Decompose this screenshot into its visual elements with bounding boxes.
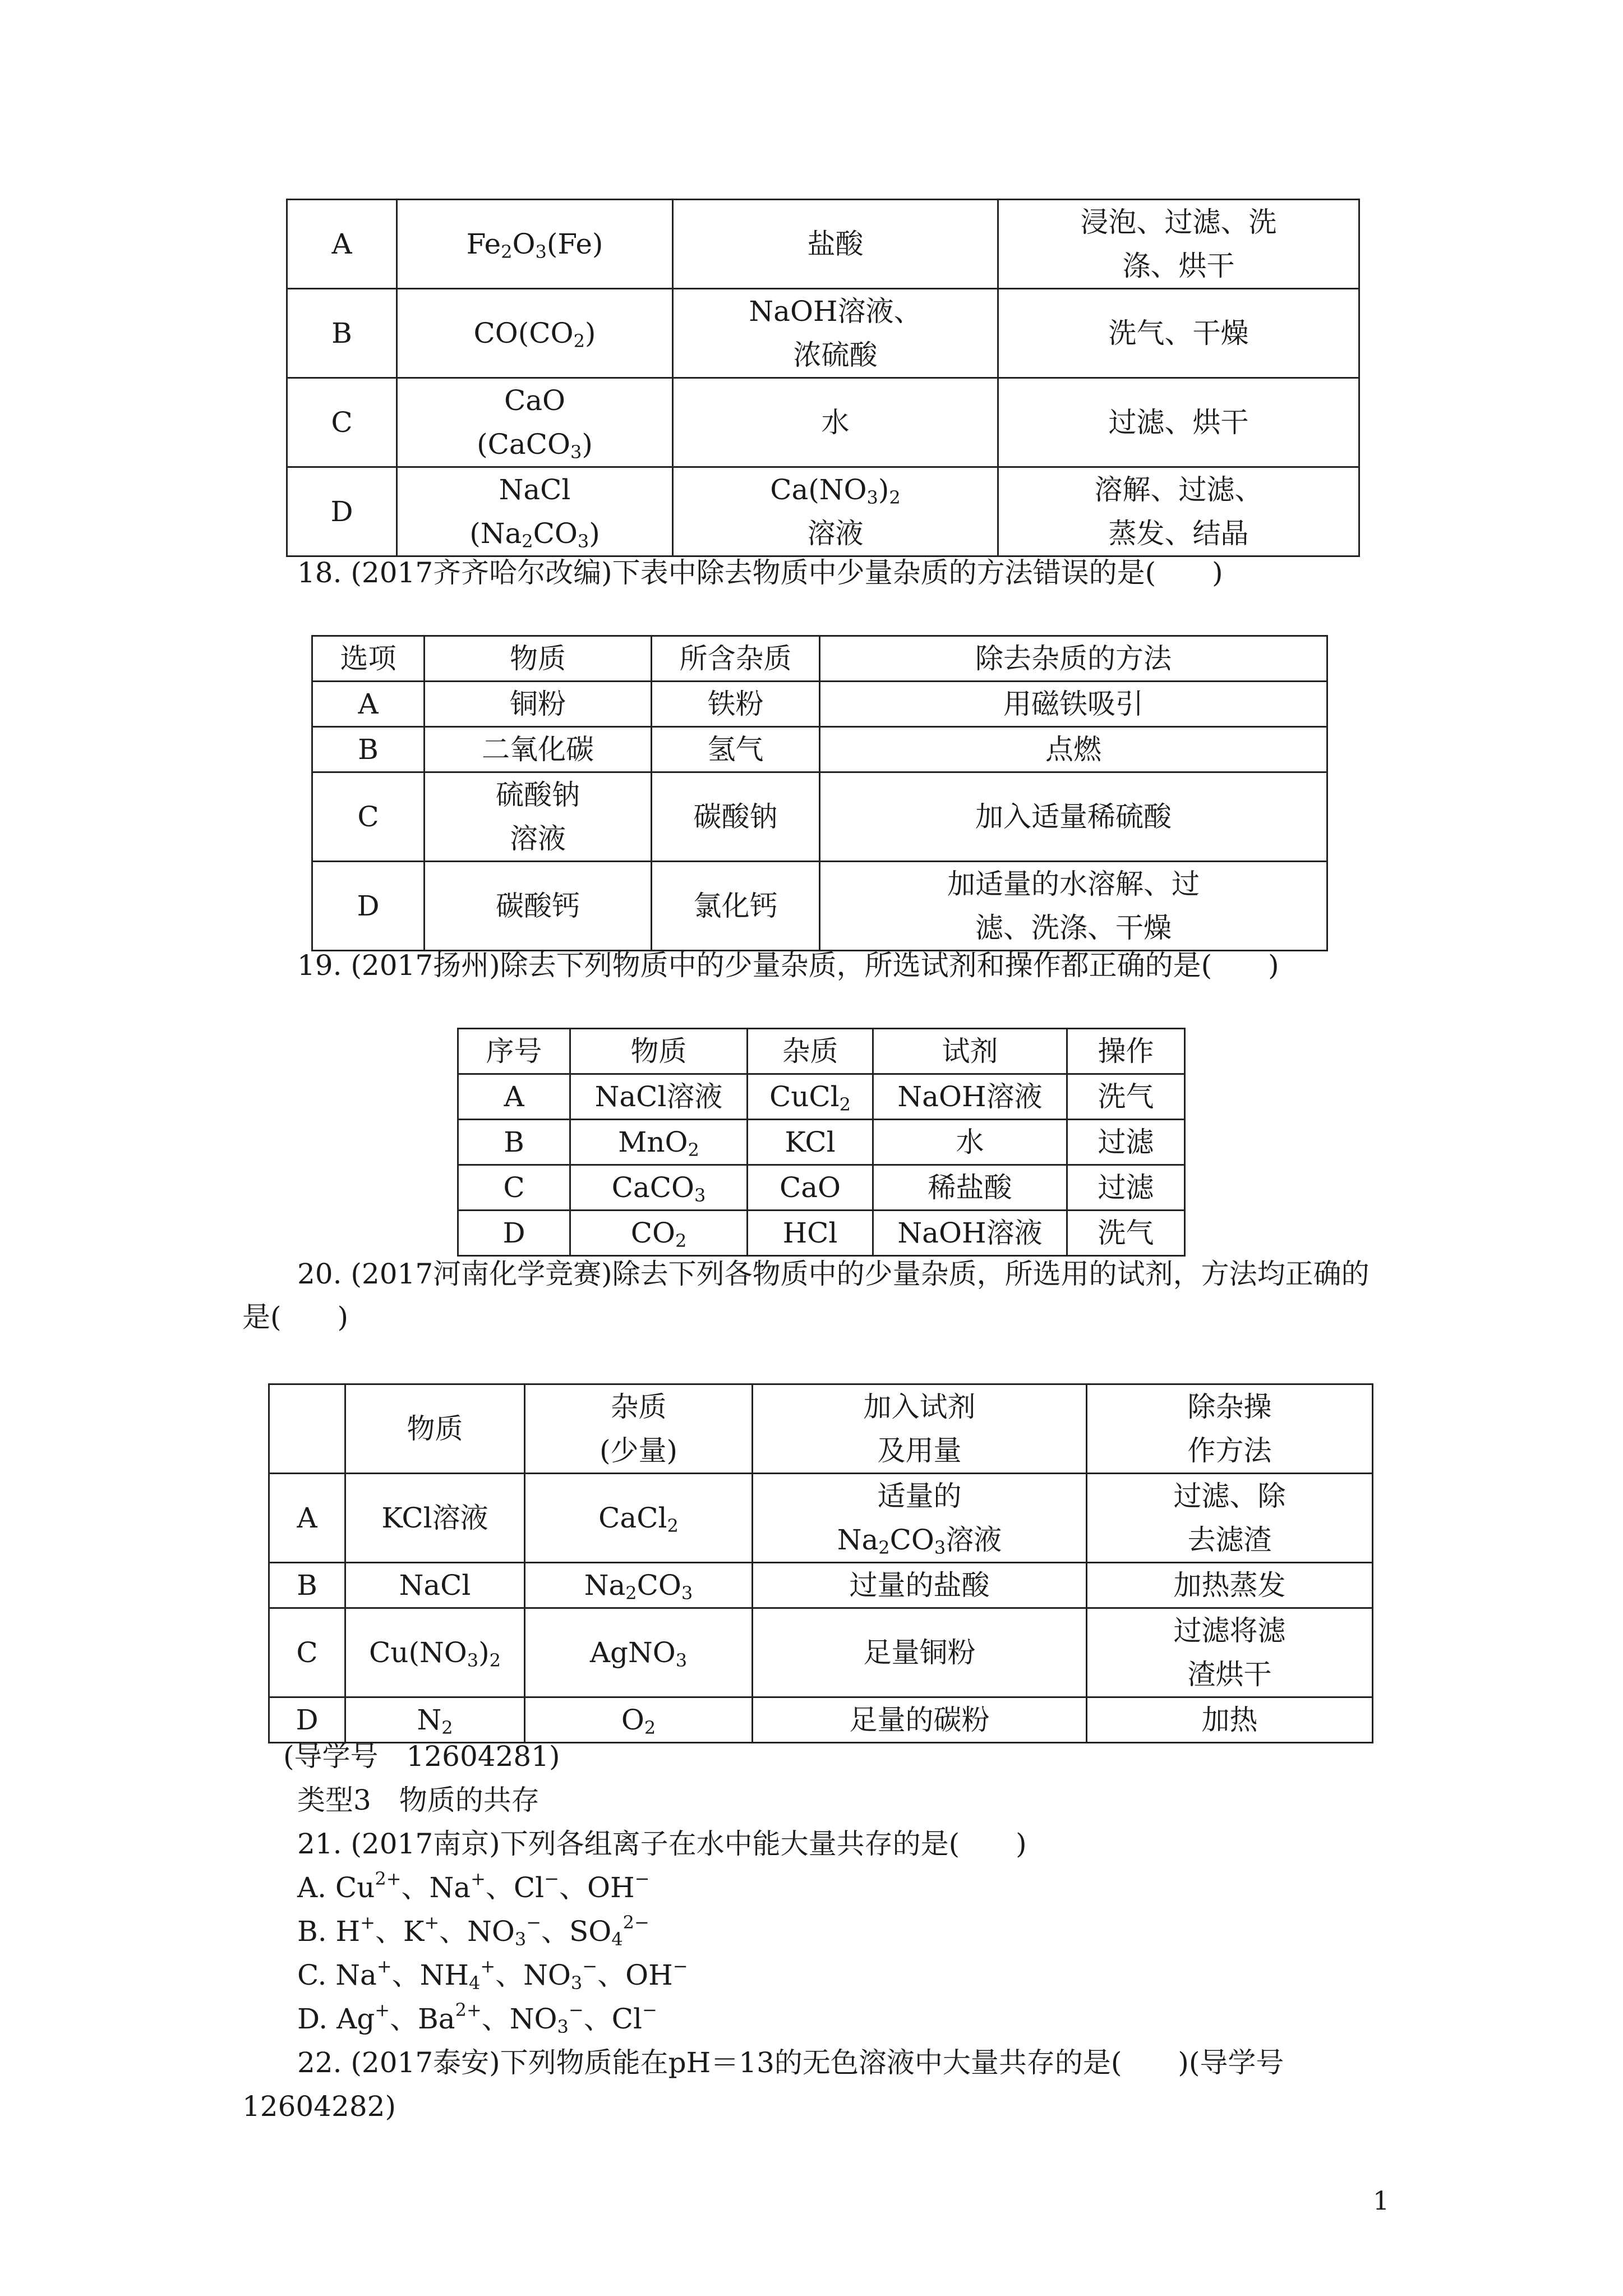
table-cell: 氯化钙	[652, 862, 820, 951]
table-cell: A	[312, 682, 425, 727]
table-row	[269, 1608, 1373, 1697]
table-cell: C	[458, 1165, 570, 1211]
table-cell: 用磁铁吸引	[820, 682, 1327, 727]
table-cell: 过滤	[1067, 1120, 1185, 1165]
table-cell: 加热	[1087, 1697, 1373, 1743]
table-row	[458, 1165, 1185, 1211]
table-cell: 二氧化碳	[425, 727, 652, 772]
column-header: 杂质 (少量)	[525, 1384, 753, 1474]
column-header: 物质	[425, 636, 652, 682]
table-cell: 碳酸钠	[652, 772, 820, 862]
table-cell: A	[287, 200, 397, 289]
table-row	[312, 682, 1327, 727]
table-row	[287, 200, 1359, 289]
table-row	[312, 772, 1327, 862]
table-row	[458, 1211, 1185, 1256]
table-cell: A	[458, 1074, 570, 1120]
column-header: 除杂操 作方法	[1087, 1384, 1373, 1474]
table-cell: HCl	[748, 1211, 873, 1256]
question-20-stem-line2: 是( )	[242, 1301, 349, 1333]
question-22-stem-line1: 22. (2017泰安)下列物质能在pH＝13的无色溶液中大量共存的是( )(导学号	[297, 2046, 1284, 2079]
section-heading: 类型3 物质的共存	[297, 1784, 540, 1816]
table-row	[312, 862, 1327, 951]
column-header: 试剂	[873, 1029, 1067, 1074]
table-cell: CaO	[748, 1165, 873, 1211]
table-row	[269, 1697, 1373, 1743]
table-cell: $CO(CO_2)$	[397, 289, 673, 378]
table-cell: D	[458, 1211, 570, 1256]
table-cell: NaOH溶液、 浓硫酸	[673, 289, 998, 378]
question-20-stem-line1: 20. (2017河南化学竞赛)除去下列各物质中的少量杂质，所选用的试剂，方法均正确的	[297, 1258, 1370, 1290]
table-cell: D	[312, 862, 425, 951]
table-cell: 过滤将滤 渣烘干	[1087, 1608, 1373, 1697]
column-header: 物质	[570, 1029, 748, 1074]
question-22-stem-line2: 12604282)	[242, 2090, 396, 2123]
table-cell: CaCO$_3$	[570, 1165, 748, 1211]
table-cell: C	[312, 772, 425, 862]
q21-option-b: B. H+、K+、$NO_3^-$、$SO_4^{2-}$	[297, 1912, 649, 1950]
column-header: 物质	[345, 1384, 525, 1474]
column-header: 所含杂质	[652, 636, 820, 682]
column-header: 选项	[312, 636, 425, 682]
table-header-row	[269, 1384, 1373, 1474]
table-cell: 洗气	[1067, 1211, 1185, 1256]
table-cell: NaCl	[345, 1563, 525, 1608]
table-row	[269, 1474, 1373, 1563]
table-cell: $CO_2$	[570, 1211, 748, 1256]
table-cell: CaO (CaCO$_3$)	[397, 378, 673, 467]
page-number: 1	[1373, 2185, 1390, 2216]
table-row	[458, 1074, 1185, 1120]
question-21-stem: 21. (2017南京)下列各组离子在水中能大量共存的是( )	[297, 1828, 1027, 1860]
question-19-stem: 19. (2017扬州)除去下列物质中的少量杂质，所选试剂和操作都正确的是( )	[297, 949, 1279, 982]
table-cell: B	[458, 1120, 570, 1165]
table-cell: 铜粉	[425, 682, 652, 727]
table-cell: B	[287, 289, 397, 378]
q21-option-c: C. Na+、$NH_4^+$、$NO_3^-$、OH−	[297, 1955, 688, 1994]
table-cell: KCl	[748, 1120, 873, 1165]
table-cell: $N_2$	[345, 1697, 525, 1743]
table-cell: AgNO$_3$	[525, 1608, 753, 1697]
table-cell: KCl溶液	[345, 1474, 525, 1563]
table-cell: 过滤、除 去滤渣	[1087, 1474, 1373, 1563]
table-cell: B	[269, 1563, 345, 1608]
table-cell: 加入适量稀硫酸	[820, 772, 1327, 862]
table-cell: 稀盐酸	[873, 1165, 1067, 1211]
table-cell: NaOH溶液	[873, 1074, 1067, 1120]
q21-option-d: D. Ag+、$Ba^{2+}$、$NO_3^-$、Cl−	[297, 1999, 657, 2037]
table-cell: A	[269, 1474, 345, 1563]
column-header: 操作	[1067, 1029, 1185, 1074]
table-cell: D	[269, 1697, 345, 1743]
table-cell: NaOH溶液	[873, 1211, 1067, 1256]
table-cell: $Fe_2O_3(Fe)$	[397, 200, 673, 289]
table-q17	[286, 199, 1360, 557]
table-q20	[268, 1383, 1373, 1743]
column-header: 除去杂质的方法	[820, 636, 1327, 682]
table-cell: $Cu(NO_3)_2$	[345, 1608, 525, 1697]
column-header: 杂质	[748, 1029, 873, 1074]
table-cell: 硫酸钠 溶液	[425, 772, 652, 862]
table-row	[287, 289, 1359, 378]
table-cell: CaCl$_2$	[525, 1474, 753, 1563]
table-cell: 加热蒸发	[1087, 1563, 1373, 1608]
table-cell: 浸泡、过滤、洗 涤、烘干	[998, 200, 1359, 289]
table-cell: 铁粉	[652, 682, 820, 727]
column-header: 加入试剂 及用量	[753, 1384, 1087, 1474]
table-cell: NaCl $(Na_2CO_3)$	[397, 467, 673, 556]
table-cell: C	[287, 378, 397, 467]
table-cell: 盐酸	[673, 200, 998, 289]
table-cell: C	[269, 1608, 345, 1697]
table-cell: 水	[873, 1120, 1067, 1165]
table-cell: B	[312, 727, 425, 772]
table-header-row	[458, 1029, 1185, 1074]
table-cell: 碳酸钙	[425, 862, 652, 951]
table-row	[269, 1563, 1373, 1608]
column-header	[269, 1384, 345, 1474]
table-cell: 洗气、干燥	[998, 289, 1359, 378]
table-cell: 足量铜粉	[753, 1608, 1087, 1697]
table-cell: 过滤	[1067, 1165, 1185, 1211]
table-cell: 点燃	[820, 727, 1327, 772]
column-header: 序号	[458, 1029, 570, 1074]
table-cell: NaCl溶液	[570, 1074, 748, 1120]
table-row	[287, 378, 1359, 467]
table-cell: 加适量的水溶解、过 滤、洗涤、干燥	[820, 862, 1327, 951]
table-cell: D	[287, 467, 397, 556]
guide-number-q20: (导学号 12604281)	[283, 1740, 560, 1773]
table-row	[458, 1120, 1185, 1165]
table-cell: 适量的 $Na_2CO_3$溶液	[753, 1474, 1087, 1563]
q21-option-a: A. $Cu^{2+}$、Na+、Cl−、OH−	[297, 1868, 650, 1904]
table-cell: 过滤、烘干	[998, 378, 1359, 467]
table-cell: CuCl$_2$	[748, 1074, 873, 1120]
question-18-stem: 18. (2017齐齐哈尔改编)下表中除去物质中少量杂质的方法错误的是( )	[297, 556, 1223, 589]
table-row	[287, 467, 1359, 556]
table-cell: 氢气	[652, 727, 820, 772]
table-cell: 过量的盐酸	[753, 1563, 1087, 1608]
table-row	[312, 727, 1327, 772]
table-cell: $O_2$	[525, 1697, 753, 1743]
table-cell: MnO$_2$	[570, 1120, 748, 1165]
table-header-row	[312, 636, 1327, 682]
table-q18	[311, 635, 1328, 951]
table-cell: $Na_2CO_3$	[525, 1563, 753, 1608]
table-cell: 溶解、过滤、 蒸发、结晶	[998, 467, 1359, 556]
table-cell: 水	[673, 378, 998, 467]
table-cell: 洗气	[1067, 1074, 1185, 1120]
table-cell: $Ca(NO_3)_2$ 溶液	[673, 467, 998, 556]
table-q19	[457, 1028, 1186, 1257]
table-cell: 足量的碳粉	[753, 1697, 1087, 1743]
